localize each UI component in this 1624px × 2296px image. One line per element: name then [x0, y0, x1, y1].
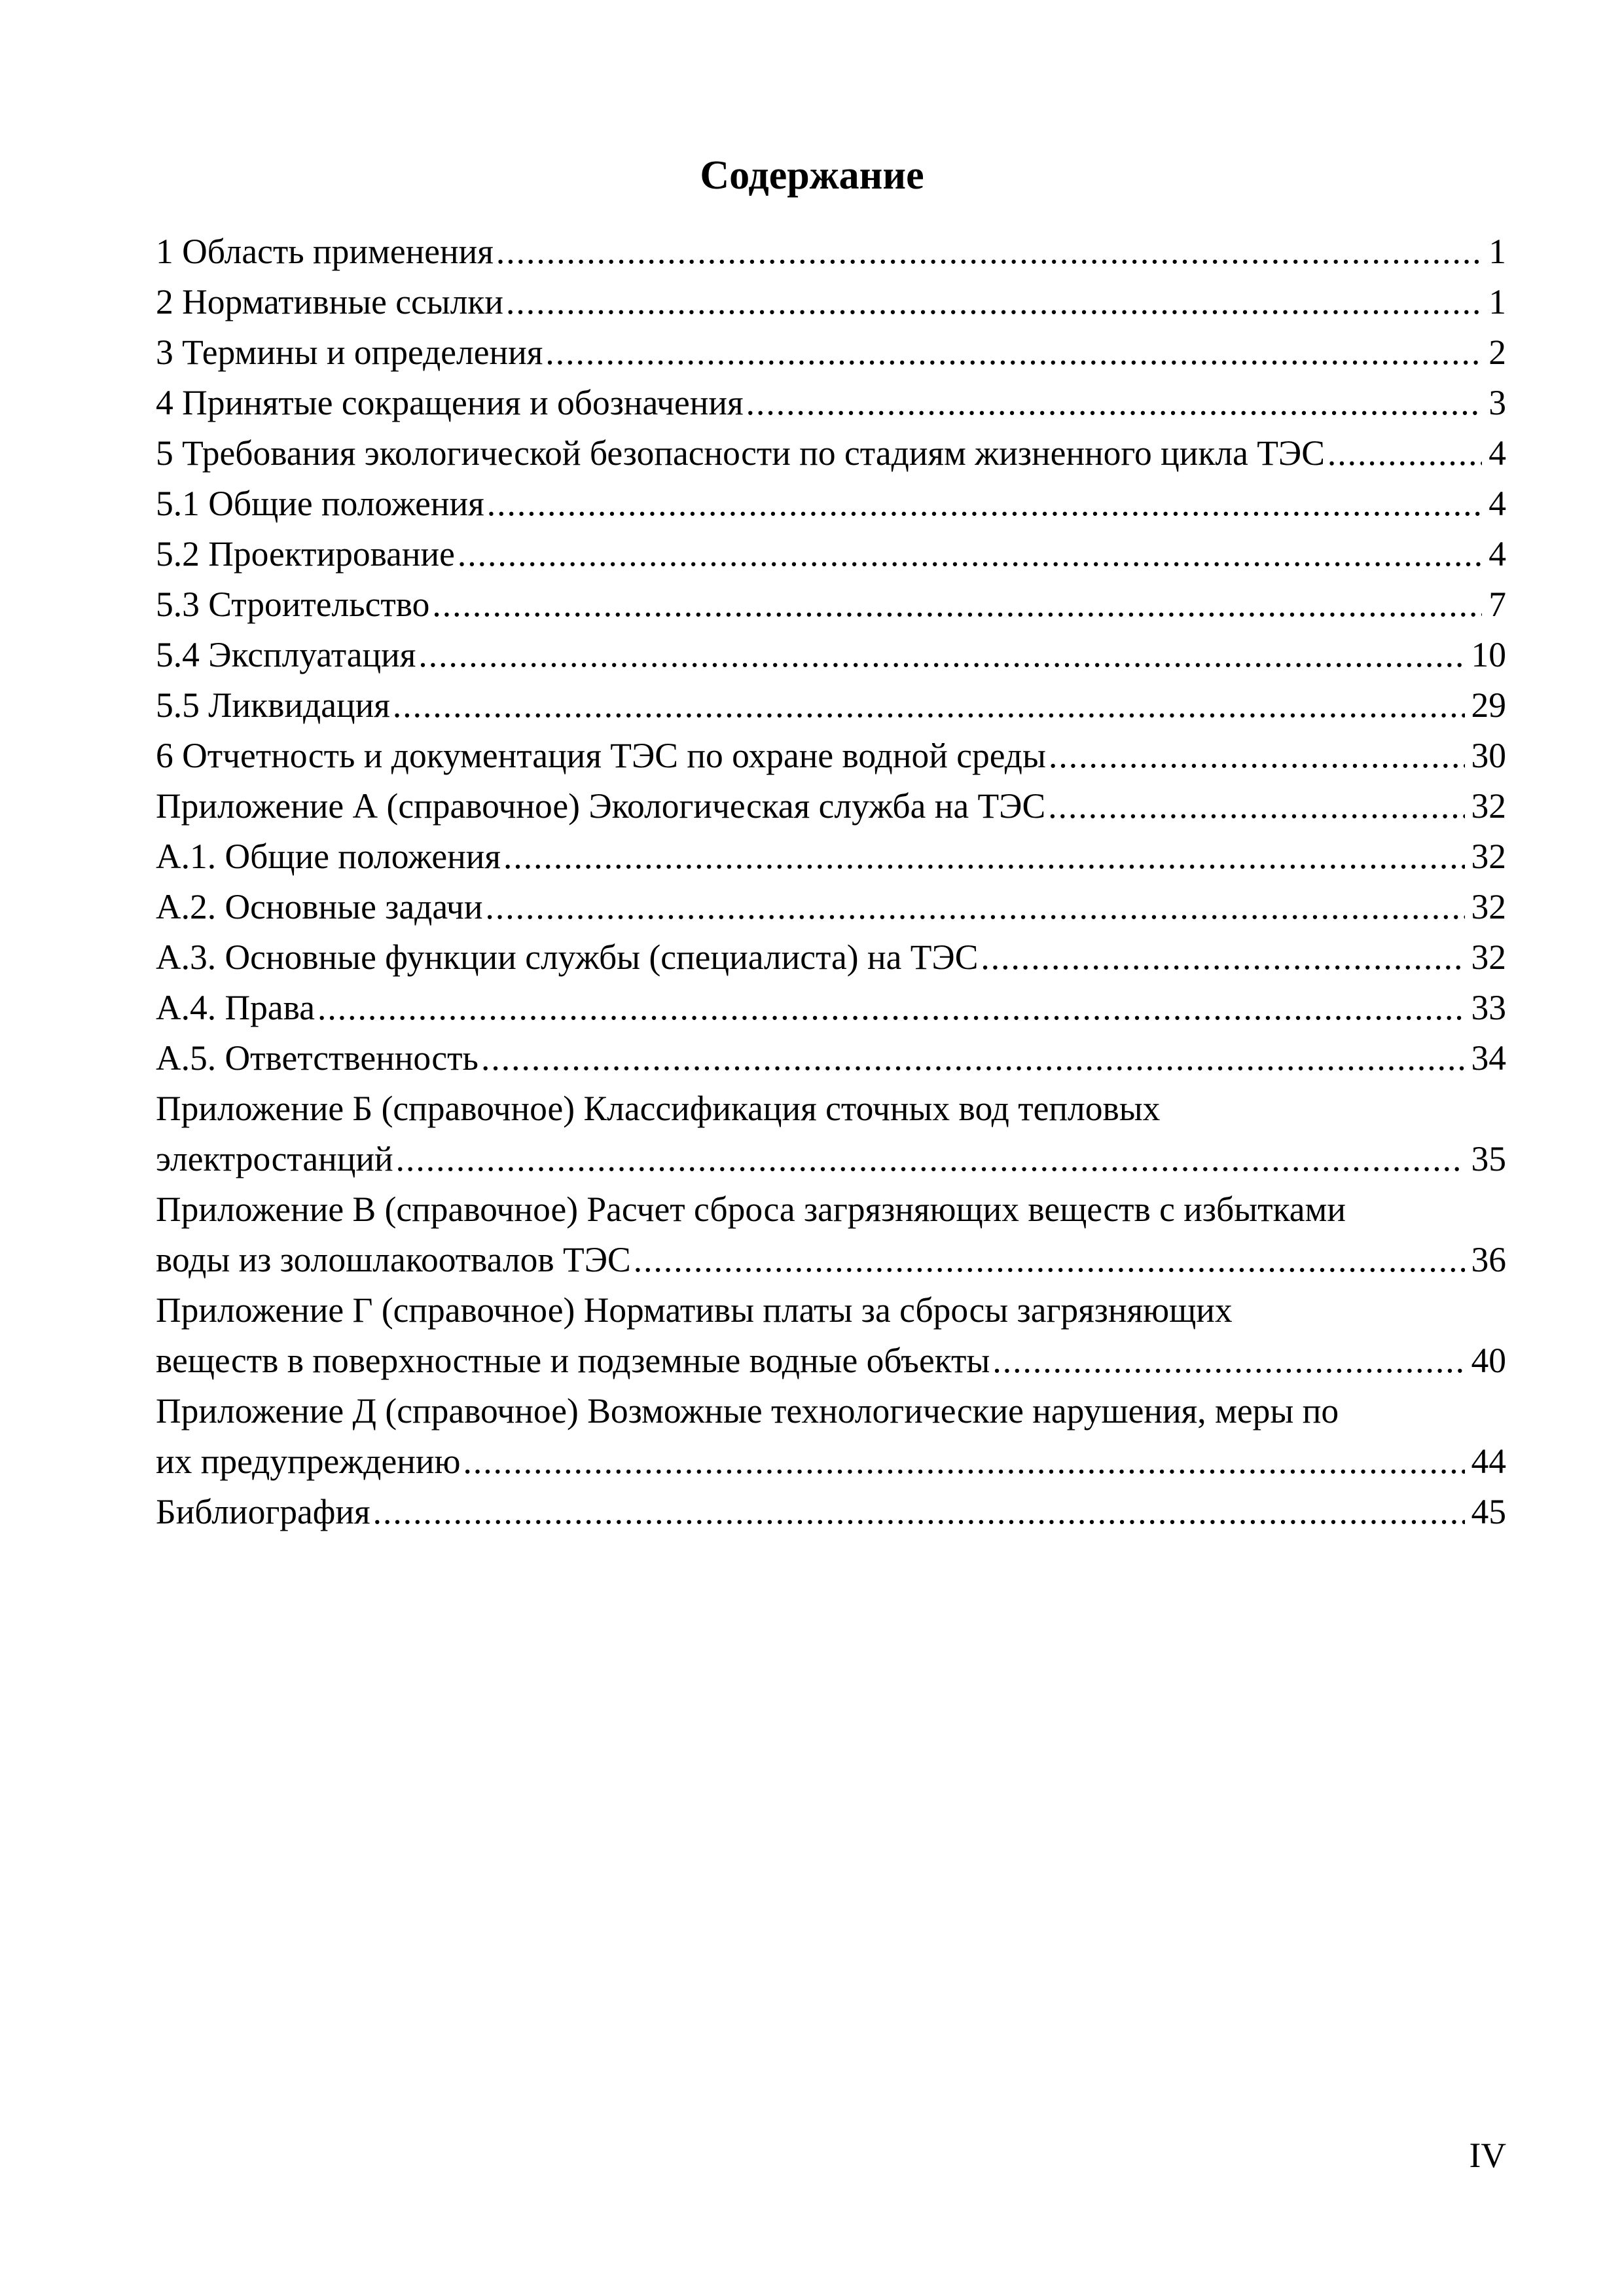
toc-dot-leader [396, 1134, 1465, 1184]
toc-entry[interactable] [156, 630, 1506, 680]
toc-entry-row [156, 1134, 1506, 1184]
toc-entry-page: 7 [1489, 585, 1506, 624]
toc-dot-leader [1048, 781, 1464, 831]
toc-entry-title: 5.2 Проектирование [156, 534, 455, 574]
toc-entry[interactable] [156, 1184, 1506, 1285]
toc-entry-title: А.4. Права [156, 988, 315, 1027]
toc-dot-leader [981, 932, 1464, 983]
toc-entry[interactable] [156, 227, 1506, 277]
toc-entry-title: А.3. Основные функции службы (специалиста) на ТЭС [156, 938, 979, 977]
toc-entry-page: 44 [1471, 1442, 1506, 1481]
page-number: IV [1469, 2136, 1506, 2175]
table-of-contents [156, 227, 1506, 1537]
toc-entry[interactable] [156, 327, 1506, 378]
toc-entry[interactable] [156, 428, 1506, 479]
toc-entry-row [156, 932, 1506, 983]
toc-entry-page: 4 [1489, 433, 1506, 473]
toc-entry-title-line: Приложение Б (справочное) Классификация сточных вод тепловых [156, 1089, 1161, 1128]
toc-dot-leader [496, 227, 1482, 277]
toc-entry-row [156, 277, 1506, 327]
toc-entry-title: А.2. Основные задачи [156, 887, 483, 926]
toc-dot-leader [746, 378, 1483, 428]
toc-entry-row [156, 479, 1506, 529]
toc-entry[interactable] [156, 831, 1506, 882]
toc-dot-leader [463, 1436, 1464, 1487]
toc-entry-page: 1 [1489, 232, 1506, 271]
toc-entry-page: 32 [1471, 837, 1506, 876]
toc-entry-title: 5.3 Строительство [156, 585, 430, 624]
toc-dot-leader [458, 529, 1482, 579]
toc-entry[interactable] [156, 731, 1506, 781]
toc-entry-title: 2 Нормативные ссылки [156, 282, 504, 321]
toc-entry[interactable] [156, 882, 1506, 932]
toc-entry-row [156, 731, 1506, 781]
toc-entry-title: А.5. Ответственность [156, 1038, 478, 1078]
toc-entry[interactable] [156, 1487, 1506, 1537]
toc-dot-leader [481, 1033, 1465, 1084]
toc-entry[interactable] [156, 932, 1506, 983]
toc-entry-row [156, 1235, 1506, 1285]
toc-entry[interactable] [156, 579, 1506, 630]
toc-entry-page: 30 [1471, 736, 1506, 775]
toc-entry-page: 45 [1471, 1492, 1506, 1531]
toc-entry-title-line: Приложение Г (справочное) Нормативы платы за сбросы загрязняющих [156, 1290, 1233, 1330]
toc-entry-title-line: Приложение Д (справочное) Возможные технологические нарушения, меры по [156, 1391, 1339, 1430]
toc-entry-row [156, 1487, 1506, 1537]
toc-entry-row [156, 227, 1506, 277]
toc-entry-row [156, 428, 1506, 479]
toc-entry-title-line: Приложение В (справочное) Расчет сброса загрязняющих веществ с избытками [156, 1190, 1346, 1229]
toc-entry-row [156, 831, 1506, 882]
toc-entry-row [156, 378, 1506, 428]
toc-dot-leader [373, 1487, 1465, 1537]
toc-entry-title: 3 Термины и определения [156, 333, 543, 372]
toc-entry-row [156, 983, 1506, 1033]
toc-entry[interactable] [156, 1285, 1506, 1386]
toc-entry-row [156, 781, 1506, 831]
toc-entry-title: веществ в поверхностные и подземные водные объекты [156, 1341, 990, 1380]
toc-entry-row [156, 680, 1506, 731]
toc-dot-leader [317, 983, 1465, 1033]
toc-entry-page: 40 [1471, 1341, 1506, 1380]
toc-entry-page: 36 [1471, 1240, 1506, 1279]
toc-entry-page: 3 [1489, 383, 1506, 422]
toc-dot-leader [1327, 428, 1482, 479]
toc-dot-leader [393, 680, 1465, 731]
toc-entry-page: 1 [1489, 282, 1506, 321]
toc-entry[interactable] [156, 781, 1506, 831]
toc-entry-title: их предупреждению [156, 1442, 461, 1481]
toc-entry-row [156, 630, 1506, 680]
toc-entry-page: 2 [1489, 333, 1506, 372]
toc-dot-leader [503, 831, 1465, 882]
toc-dot-leader [485, 882, 1464, 932]
toc-entry-title: электростанций [156, 1139, 393, 1178]
toc-entry-title: Приложение А (справочное) Экологическая служба на ТЭС [156, 786, 1046, 826]
toc-entry-title: 5.1 Общие положения [156, 484, 484, 523]
toc-entry[interactable] [156, 1033, 1506, 1084]
toc-entry[interactable] [156, 378, 1506, 428]
toc-dot-leader [506, 277, 1482, 327]
toc-entry-page: 32 [1471, 887, 1506, 926]
toc-entry-title: 4 Принятые сокращения и обозначения [156, 383, 744, 422]
toc-entry-page: 35 [1471, 1139, 1506, 1178]
toc-entry-row [156, 579, 1506, 630]
toc-dot-leader [418, 630, 1464, 680]
toc-entry[interactable] [156, 277, 1506, 327]
toc-dot-leader [432, 579, 1482, 630]
toc-entry-page: 29 [1471, 685, 1506, 725]
toc-entry-row [156, 882, 1506, 932]
toc-entry-title: Библиография [156, 1492, 370, 1531]
toc-entry-title: А.1. Общие положения [156, 837, 501, 876]
toc-entry[interactable] [156, 1386, 1506, 1487]
toc-entry-page: 10 [1471, 635, 1506, 674]
toc-entry-page: 4 [1489, 484, 1506, 523]
toc-entry-row [156, 529, 1506, 579]
toc-entry-title: 5.5 Ликвидация [156, 685, 390, 725]
toc-entry-title: 5 Требования экологической безопасности по стадиям жизненного цикла ТЭС [156, 433, 1325, 473]
toc-dot-leader [634, 1235, 1465, 1285]
toc-entry-title: 6 Отчетность и документация ТЭС по охране водной среды [156, 736, 1046, 775]
toc-entry-page: 32 [1471, 786, 1506, 826]
toc-dot-leader [992, 1336, 1464, 1386]
toc-entry-page: 34 [1471, 1038, 1506, 1078]
toc-entry[interactable] [156, 1084, 1506, 1184]
toc-dot-leader [1049, 731, 1465, 781]
toc-entry-row [156, 1336, 1506, 1386]
toc-entry-row [156, 1436, 1506, 1487]
toc-entry[interactable] [156, 983, 1506, 1033]
toc-entry-title: 5.4 Эксплуатация [156, 635, 416, 674]
toc-entry-row [156, 1033, 1506, 1084]
toc-entry-page: 4 [1489, 534, 1506, 574]
toc-entry[interactable] [156, 479, 1506, 529]
toc-dot-leader [545, 327, 1482, 378]
toc-entry-page: 32 [1471, 938, 1506, 977]
toc-entry[interactable] [156, 529, 1506, 579]
toc-entry-title: воды из золошлакоотвалов ТЭС [156, 1240, 631, 1279]
page-title: Содержание [700, 153, 924, 198]
toc-entry-page: 33 [1471, 988, 1506, 1027]
toc-entry-row [156, 327, 1506, 378]
toc-dot-leader [487, 479, 1483, 529]
toc-entry[interactable] [156, 680, 1506, 731]
toc-entry-title: 1 Область применения [156, 232, 494, 271]
